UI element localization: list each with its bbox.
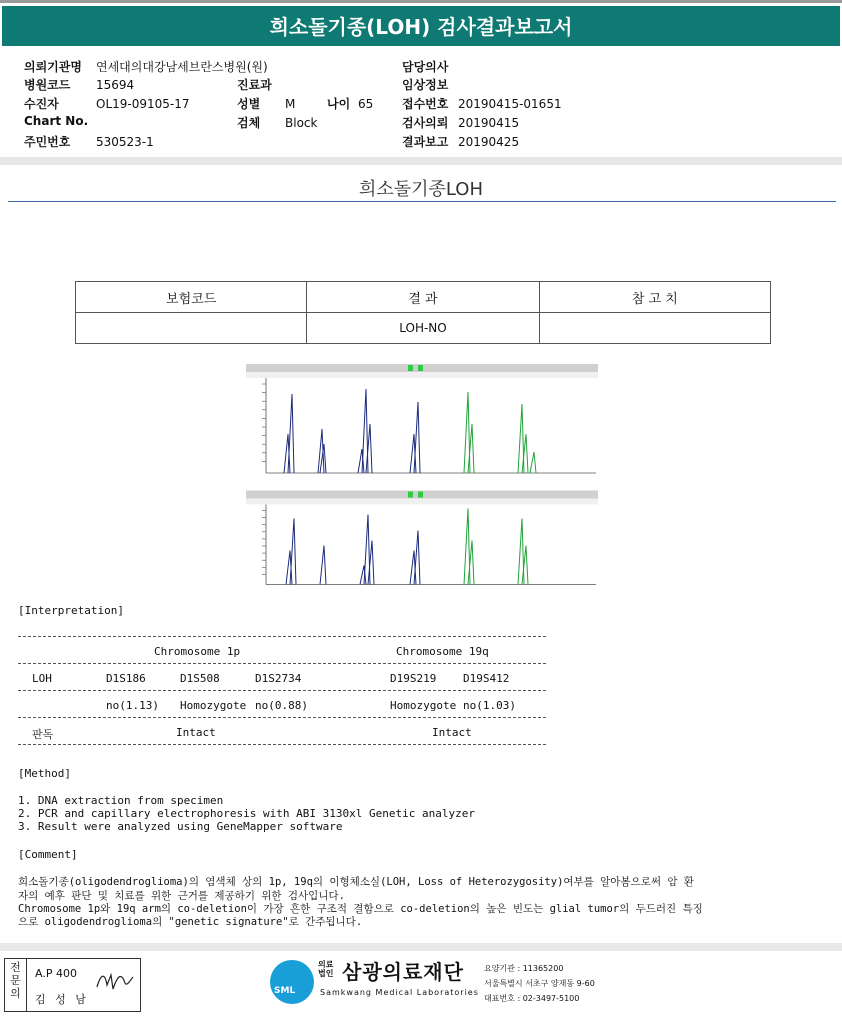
verdict-1p: Intact (176, 726, 216, 739)
contact-line: 서울특별시 서초구 양재동 9-60 (484, 979, 595, 988)
info-key: 진료과 (237, 78, 272, 92)
marker-1p: D1S186 (106, 672, 146, 685)
chart-marker (418, 365, 423, 371)
separator (0, 157, 842, 165)
sml-logo (270, 960, 314, 1004)
loh-row-label: LOH (32, 672, 52, 685)
corp-type: 의료 법인 (318, 960, 334, 978)
info-field (24, 95, 190, 112)
info-field (402, 114, 519, 131)
age-key: 나이 (327, 97, 351, 111)
age-value: 65 (358, 97, 374, 111)
info-value: 15694 (96, 78, 135, 92)
stamp-code: A.P 400 (35, 967, 77, 980)
method-line: 2. PCR and capillary electrophoresis with ABI 3130xl Genetic analyzer (18, 807, 475, 820)
info-key: 병원코드 (24, 78, 71, 92)
result-table (75, 281, 771, 344)
chart-marker (408, 365, 413, 371)
chart-peak (410, 434, 416, 473)
contact-line: 요양기관 : 11365200 (484, 964, 564, 973)
info-field (237, 76, 285, 93)
info-value: 20190415 (458, 116, 520, 130)
divider (18, 744, 546, 745)
info-value: OL19-09105-17 (96, 97, 190, 111)
marker-19q: D19S412 (463, 672, 510, 685)
cell-insurance-code (76, 313, 307, 344)
header-result: 결 과 (307, 282, 539, 313)
info-field (237, 114, 317, 131)
chart-marker (408, 492, 413, 498)
electropherogram-tumor (246, 364, 598, 479)
info-field (237, 95, 295, 112)
top-border (0, 0, 842, 3)
info-field (402, 133, 519, 150)
verdict-label: 판독 (32, 728, 54, 741)
chart-peak (530, 452, 536, 473)
marker-1p: D1S508 (180, 672, 220, 685)
info-field (402, 58, 458, 75)
info-key: 임상정보 (402, 78, 449, 92)
info-key: 담당의사 (402, 60, 449, 74)
value-19q: Homozygote (390, 699, 457, 712)
comment-line: 으로 oligodendroglioma의 "genetic signature"로 간주됩니다. (18, 916, 363, 928)
divider (18, 690, 546, 691)
report-title: 희소돌기종(LOH) 검사결과보고서 (2, 6, 840, 46)
chart-peak (320, 546, 326, 585)
foundation-english-name: Samkwang Medical Laboratories (320, 988, 479, 997)
info-key: 주민번호 (24, 135, 71, 149)
info-value: 20190415-01651 (458, 97, 562, 111)
info-key: 접수번호 (402, 97, 449, 111)
chr1p-heading: Chromosome 1p (154, 645, 241, 658)
info-value: 20190425 (458, 135, 520, 149)
stamp-name: 김 성 남 (35, 993, 89, 1006)
marker-1p: D1S2734 (255, 672, 302, 685)
info-key: 검체 (237, 116, 261, 130)
info-value: 530523-1 (96, 135, 154, 149)
signature (95, 969, 135, 998)
contact-line: 대표번호 : 02-3497-5100 (484, 994, 580, 1003)
chart-marker (418, 492, 423, 498)
comment-line: Chromosome 1p와 19q arm의 co-deletion이 가장 흔한 구조적 결함으로 co-deletion의 높은 빈도는 glial tumor의 두드러진 특징 (18, 903, 703, 915)
info-key: Chart No. (24, 114, 89, 128)
header-insurance-code: 보험코드 (76, 282, 307, 313)
method-line: 1. DNA extraction from specimen (18, 794, 224, 807)
comment-line: 자의 예후 판단 및 치료를 위한 근거를 제공하기 위한 검사입니다. (18, 890, 345, 902)
chart-peak (290, 519, 296, 585)
logo-text: SML (274, 986, 296, 996)
info-field (24, 133, 154, 150)
value-19q: no(1.03) (463, 699, 516, 712)
section-title: 희소돌기종LOH (358, 179, 484, 200)
info-key: 성별 (237, 97, 261, 111)
info-key: 의뢰기관명 (24, 60, 82, 74)
info-key: 수진자 (24, 97, 59, 111)
divider (18, 717, 546, 718)
info-field (402, 95, 562, 112)
info-value: Block (285, 116, 318, 130)
electropherogram-normal (246, 483, 598, 598)
header-reference: 참 고 치 (539, 282, 770, 313)
stamp-label: 전문의 (5, 959, 27, 1011)
comment-line: 희소돌기종(oligodendroglioma)의 염색체 상의 1p, 19q의 이형체소실(LOH, Loss of Heterozygosity)여부를 알아봄으로써 암 환 (18, 876, 694, 888)
chr19q-heading: Chromosome 19q (396, 645, 489, 658)
method-label: [Method] (18, 767, 71, 780)
cell-reference (539, 313, 770, 344)
verdict-19q: Intact (432, 726, 472, 739)
pathologist-stamp (4, 958, 141, 1012)
marker-19q: D19S219 (390, 672, 437, 685)
info-value: 연세대의대강남세브란스병원(원) (96, 60, 268, 74)
value-1p: Homozygote (180, 699, 247, 712)
info-field (402, 76, 458, 93)
chart-scale-bar (246, 372, 598, 378)
value-1p: no(1.13) (106, 699, 159, 712)
chart-scale-bar (246, 499, 598, 505)
title-underline (8, 201, 836, 202)
cell-result: LOH-NO (307, 313, 539, 344)
info-value: M (285, 97, 296, 111)
value-1p: no(0.88) (255, 699, 308, 712)
info-field (24, 114, 96, 128)
info-field (24, 58, 268, 75)
divider (18, 636, 546, 637)
footer-separator (0, 943, 842, 951)
info-key: 결과보고 (402, 135, 449, 149)
info-field (24, 76, 134, 93)
method-line: 3. Result were analyzed using GeneMapper software (18, 820, 343, 833)
info-key: 검사의뢰 (402, 116, 449, 130)
comment-label: [Comment] (18, 848, 78, 861)
age-field (327, 95, 373, 112)
chart-peak (286, 551, 292, 585)
interpretation-label: [Interpretation] (18, 604, 124, 617)
chart-peak (410, 551, 416, 585)
foundation-name: 삼광의료재단 (342, 960, 464, 984)
chart-peak (414, 402, 420, 473)
divider (18, 663, 546, 664)
chart-peak (284, 434, 290, 473)
